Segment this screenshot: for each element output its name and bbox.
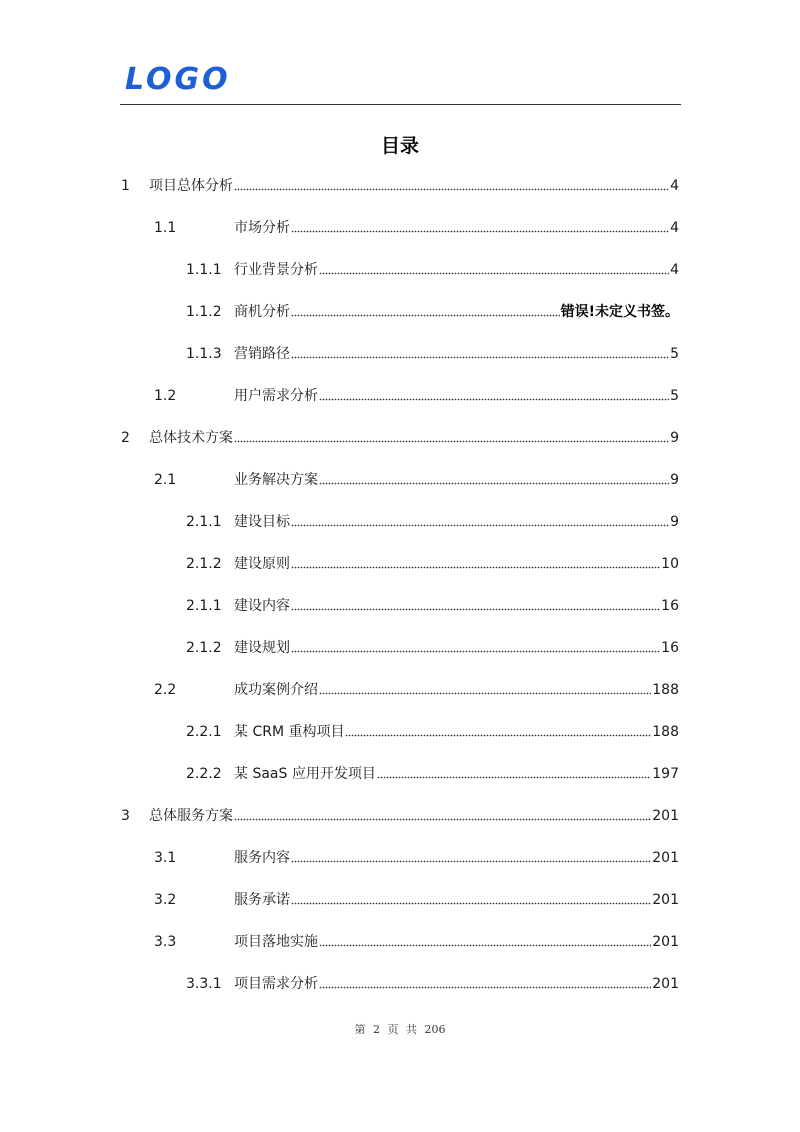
toc-entry-title: 行业背景分析 <box>234 262 318 278</box>
toc-entry-page: 4 <box>670 262 679 278</box>
toc-entry-page: 5 <box>670 388 679 404</box>
dot-leader <box>291 347 669 359</box>
toc-entry[interactable] <box>0 721 679 743</box>
toc-entry-title: 成功案例介绍 <box>234 682 318 698</box>
toc-entry-number: 1.2 <box>154 388 177 404</box>
toc-entry[interactable] <box>0 763 679 785</box>
toc-entry-title: 服务内容 <box>234 850 290 866</box>
toc-entry-title: 建设规划 <box>234 640 290 656</box>
toc-entry[interactable] <box>0 889 679 911</box>
toc-entry[interactable] <box>0 175 679 197</box>
toc-entry[interactable] <box>0 217 679 239</box>
toc-entry-title: 项目需求分析 <box>234 976 318 992</box>
toc-entry-page: 4 <box>670 220 679 236</box>
toc-entry-page: 16 <box>661 598 679 614</box>
toc-entry-page: 188 <box>652 682 679 698</box>
toc-entry-number: 1.1.2 <box>186 304 222 320</box>
toc-entry-page: 错误!未定义书签。 <box>560 304 679 320</box>
dot-leader <box>319 935 651 947</box>
toc-entry-page: 5 <box>670 346 679 362</box>
dot-leader <box>234 179 669 191</box>
toc-entry[interactable] <box>0 553 679 575</box>
dot-leader <box>291 851 651 863</box>
toc-entry-page: 9 <box>670 472 679 488</box>
toc-entry-page: 201 <box>652 808 679 824</box>
dot-leader <box>291 305 560 317</box>
toc-entry[interactable] <box>0 511 679 533</box>
toc-entry[interactable] <box>0 679 679 701</box>
toc-entry-title: 某 SaaS 应用开发项目 <box>234 766 376 782</box>
toc-entry-number: 2.1 <box>154 472 177 488</box>
toc-entry-number: 1 <box>121 178 130 194</box>
toc-entry-page: 197 <box>652 766 679 782</box>
toc-entry-title: 商机分析 <box>234 304 290 320</box>
toc-entry-number: 2.2.2 <box>186 766 222 782</box>
toc-entry-page: 16 <box>661 640 679 656</box>
dot-leader <box>345 725 651 737</box>
toc-entry-page: 201 <box>652 892 679 908</box>
dot-leader <box>319 977 651 989</box>
page-footer: 第 2 页 共 206 <box>354 1023 446 1036</box>
toc-entry-title: 市场分析 <box>234 220 290 236</box>
toc-entry-number: 2.1.1 <box>186 514 222 530</box>
toc-entry[interactable] <box>0 595 679 617</box>
toc-entry[interactable] <box>0 343 679 365</box>
toc-title: 目录 <box>380 135 419 157</box>
toc-entry[interactable] <box>0 259 679 281</box>
toc-entry-number: 1.1.3 <box>186 346 222 362</box>
toc-entry[interactable] <box>0 973 679 995</box>
toc-entry-page: 9 <box>670 430 679 446</box>
toc-entry[interactable] <box>0 637 679 659</box>
dot-leader <box>291 515 669 527</box>
toc-entry-page: 201 <box>652 850 679 866</box>
toc-entry-title: 总体服务方案 <box>149 808 233 824</box>
toc-entry-title: 建设原则 <box>234 556 290 572</box>
dot-leader <box>291 221 669 233</box>
toc-entry-title: 项目落地实施 <box>234 934 318 950</box>
toc-entry-number: 3.3 <box>154 934 177 950</box>
dot-leader <box>319 473 669 485</box>
dot-leader <box>319 263 669 275</box>
toc-entry-page: 188 <box>652 724 679 740</box>
dot-leader <box>319 683 651 695</box>
toc-entry-number: 2.2.1 <box>186 724 222 740</box>
toc-entry-number: 1.1.1 <box>186 262 222 278</box>
toc-entry-page: 9 <box>670 514 679 530</box>
toc-entry-page: 10 <box>661 556 679 572</box>
toc-entry-number: 2.1.1 <box>186 598 222 614</box>
logo: LOGO <box>125 62 231 97</box>
dot-leader <box>234 431 669 443</box>
dot-leader <box>291 641 660 653</box>
toc-entry-title: 用户需求分析 <box>234 388 318 404</box>
toc-entry-title: 总体技术方案 <box>149 430 233 446</box>
toc-entry-page: 201 <box>652 934 679 950</box>
toc-entry[interactable] <box>0 847 679 869</box>
toc-entry[interactable] <box>0 427 679 449</box>
toc-entry[interactable] <box>0 931 679 953</box>
toc-entry-page: 201 <box>652 976 679 992</box>
toc-entry[interactable] <box>0 385 679 407</box>
toc-entry-title: 营销路径 <box>234 346 290 362</box>
toc-entry-number: 1.1 <box>154 220 177 236</box>
toc-entry-title: 某 CRM 重构项目 <box>234 724 345 740</box>
dot-leader <box>291 557 660 569</box>
toc-entry-title: 建设目标 <box>234 514 290 530</box>
toc-entry-number: 3.3.1 <box>186 976 222 992</box>
toc-entry-page: 4 <box>670 178 679 194</box>
toc-entry-number: 3 <box>121 808 130 824</box>
toc-entry-title: 项目总体分析 <box>149 178 233 194</box>
toc-entry[interactable] <box>0 469 679 491</box>
toc-entry-title: 建设内容 <box>234 598 290 614</box>
dot-leader <box>377 767 651 779</box>
toc-entry-number: 3.2 <box>154 892 177 908</box>
toc-entry[interactable] <box>0 301 679 323</box>
dot-leader <box>291 599 660 611</box>
dot-leader <box>234 809 651 821</box>
toc-entry-number: 3.1 <box>154 850 177 866</box>
toc-entry-title: 服务承诺 <box>234 892 290 908</box>
toc-entry-number: 2.1.2 <box>186 640 222 656</box>
dot-leader <box>319 389 669 401</box>
dot-leader <box>291 893 651 905</box>
toc-entry-number: 2.2 <box>154 682 177 698</box>
toc-entry-number: 2 <box>121 430 130 446</box>
toc-entry-title: 业务解决方案 <box>234 472 318 488</box>
toc-entry-number: 2.1.2 <box>186 556 222 572</box>
toc-entry[interactable] <box>0 805 679 827</box>
